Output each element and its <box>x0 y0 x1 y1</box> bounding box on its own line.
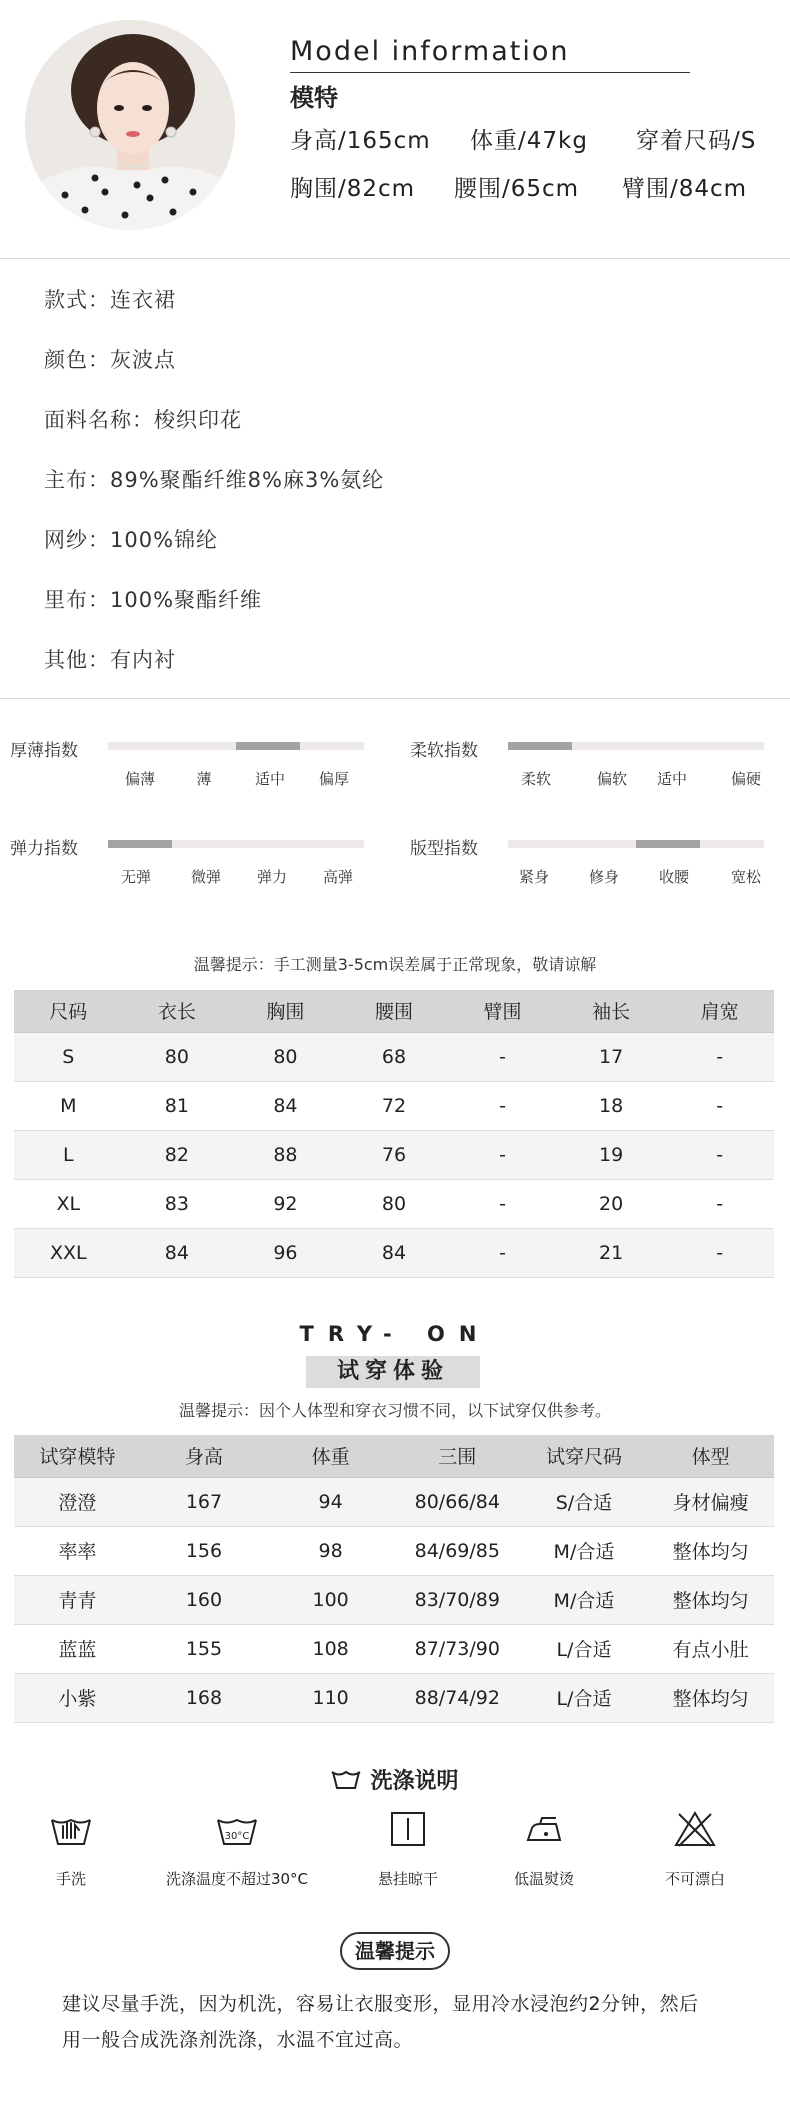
tryon-table <box>14 1435 774 1723</box>
table-cell: S/合适 <box>521 1477 648 1526</box>
table-cell: 18 <box>557 1081 666 1130</box>
table-row <box>14 1081 774 1130</box>
table-cell: 率率 <box>14 1526 141 1575</box>
table-cell: 蓝蓝 <box>14 1624 141 1673</box>
table-cell: - <box>448 1032 557 1081</box>
table-cell: L <box>14 1130 123 1179</box>
spec-lining: 里布：100%聚酯纤维 <box>44 588 263 612</box>
table-row <box>14 1228 774 1277</box>
model-label: 模特 <box>290 84 338 112</box>
table-cell: 青青 <box>14 1575 141 1624</box>
wash-care-header <box>0 1764 790 1795</box>
table-cell: 155 <box>141 1624 268 1673</box>
softness-label: 偏硬 <box>730 770 762 788</box>
table-row <box>14 1130 774 1179</box>
low-iron-icon <box>522 1810 566 1848</box>
spec-other: 其他：有内衬 <box>44 648 176 672</box>
table-cell: 80 <box>123 1032 232 1081</box>
elasticity-index-bar <box>108 840 364 848</box>
column-header: 衣长 <box>123 990 232 1032</box>
table-cell: 84 <box>123 1228 232 1277</box>
model-weight: 体重/47kg <box>470 128 588 154</box>
wash-label: 手洗 <box>55 1870 86 1888</box>
section-divider <box>0 258 790 259</box>
size-note: 温馨提示：手工测量3-5cm误差属于正常现象，敬请谅解 <box>193 955 597 974</box>
wash-label: 洗涤温度不超过30°C <box>165 1870 309 1888</box>
fit-label: 修身 <box>588 868 620 886</box>
thickness-index-bar <box>108 742 364 750</box>
thickness-label: 薄 <box>196 770 212 788</box>
column-header: 身高 <box>141 1435 268 1477</box>
model-info-title: Model information <box>290 36 570 67</box>
elasticity-label: 高弹 <box>322 868 354 886</box>
thickness-label: 适中 <box>254 770 286 788</box>
model-size: 穿着尺码/S <box>636 128 757 154</box>
spec-style: 款式：连衣裙 <box>44 288 176 312</box>
column-header: 体重 <box>267 1435 394 1477</box>
table-row <box>14 1575 774 1624</box>
table-cell: 100 <box>267 1575 394 1624</box>
table-cell: 整体均匀 <box>647 1673 774 1722</box>
table-row <box>14 1179 774 1228</box>
table-cell: - <box>448 1130 557 1179</box>
column-header: 尺码 <box>14 990 123 1032</box>
table-cell: 84 <box>340 1228 449 1277</box>
elasticity-index-title: 弹力指数 <box>10 839 78 859</box>
table-cell: - <box>665 1179 774 1228</box>
table-cell: 87/73/90 <box>394 1624 521 1673</box>
table-cell: 80/66/84 <box>394 1477 521 1526</box>
table-cell: 76 <box>340 1130 449 1179</box>
tryon-table-header <box>14 1435 774 1477</box>
table-cell: 80 <box>340 1179 449 1228</box>
table-cell: - <box>665 1130 774 1179</box>
tryon-note: 温馨提示：因个人体型和穿衣习惯不同，以下试穿仅供参考。 <box>178 1401 611 1420</box>
wash-care-title: 洗涤说明 <box>370 1769 459 1794</box>
size-table-header <box>14 990 774 1032</box>
wash-30-icon <box>215 1810 259 1848</box>
hang-dry-icon <box>389 1810 427 1848</box>
wash-item-wash-30 <box>157 1810 317 1889</box>
elasticity-label: 无弹 <box>120 868 152 886</box>
model-height: 身高/165cm <box>290 128 431 154</box>
table-row <box>14 1673 774 1722</box>
table-cell: 110 <box>267 1673 394 1722</box>
table-cell: 整体均匀 <box>647 1575 774 1624</box>
table-cell: M/合适 <box>521 1526 648 1575</box>
elasticity-label: 微弹 <box>190 868 222 886</box>
thickness-label: 偏薄 <box>124 770 156 788</box>
softness-label: 柔软 <box>520 770 552 788</box>
tryon-title-cn: 试穿体验 <box>306 1356 480 1388</box>
wash-label: 低温熨烫 <box>513 1870 574 1888</box>
fit-label: 收腰 <box>658 868 690 886</box>
table-cell: 88 <box>231 1130 340 1179</box>
softness-label: 偏软 <box>596 770 628 788</box>
table-cell: 98 <box>267 1526 394 1575</box>
table-cell: XL <box>14 1179 123 1228</box>
table-cell: 83/70/89 <box>394 1575 521 1624</box>
softness-label: 适中 <box>656 770 688 788</box>
wash-item-low-iron <box>464 1810 624 1889</box>
tip-body <box>62 1986 742 2058</box>
table-cell: 68 <box>340 1032 449 1081</box>
wash-label: 不可漂白 <box>664 1870 725 1888</box>
wash-item-hand-wash <box>0 1810 151 1889</box>
column-header: 试穿尺码 <box>521 1435 648 1477</box>
wash-temperature-text: 30°C <box>224 1831 250 1842</box>
table-cell: 84/69/85 <box>394 1526 521 1575</box>
model-info-section <box>0 0 790 258</box>
table-cell: 72 <box>340 1081 449 1130</box>
table-row <box>14 1624 774 1673</box>
thickness-index-title: 厚薄指数 <box>10 741 78 761</box>
fit-index-bar <box>508 840 764 848</box>
fit-index-title: 版型指数 <box>410 839 478 859</box>
table-row <box>14 1526 774 1575</box>
table-cell: 167 <box>141 1477 268 1526</box>
table-cell: L/合适 <box>521 1673 648 1722</box>
table-cell: 96 <box>231 1228 340 1277</box>
column-header: 臂围 <box>448 990 557 1032</box>
no-bleach-icon <box>673 1810 717 1848</box>
table-cell: 整体均匀 <box>647 1526 774 1575</box>
table-cell: - <box>448 1228 557 1277</box>
table-cell: 108 <box>267 1624 394 1673</box>
elasticity-label: 弹力 <box>256 868 288 886</box>
table-cell: 21 <box>557 1228 666 1277</box>
column-header: 腰围 <box>340 990 449 1032</box>
model-hip: 臂围/84cm <box>622 176 748 202</box>
tryon-title-en: TRY- ON <box>299 1322 491 1346</box>
table-cell: M/合适 <box>521 1575 648 1624</box>
table-cell: 有点小肚 <box>647 1624 774 1673</box>
table-cell: XXL <box>14 1228 123 1277</box>
hand-wash-icon <box>49 1810 93 1848</box>
spec-color: 颜色：灰波点 <box>44 348 176 372</box>
column-header: 胸围 <box>231 990 340 1032</box>
column-header: 袖长 <box>557 990 666 1032</box>
section-divider <box>0 698 790 699</box>
title-divider <box>290 72 690 73</box>
table-cell: 80 <box>231 1032 340 1081</box>
table-cell: 82 <box>123 1130 232 1179</box>
table-cell: 83 <box>123 1179 232 1228</box>
table-cell: - <box>448 1081 557 1130</box>
table-cell: 小紫 <box>14 1673 141 1722</box>
table-cell: - <box>665 1032 774 1081</box>
fit-index-marker <box>636 840 700 848</box>
model-avatar <box>25 20 235 230</box>
table-cell: 88/74/92 <box>394 1673 521 1722</box>
column-header: 体型 <box>647 1435 774 1477</box>
spec-fabric-name: 面料名称：梭织印花 <box>44 408 242 432</box>
table-cell: 92 <box>231 1179 340 1228</box>
table-cell: - <box>448 1179 557 1228</box>
spec-main-fabric: 主布：89%聚酯纤维8%麻3%氨纶 <box>44 468 385 492</box>
table-cell: 84 <box>231 1081 340 1130</box>
column-header: 三围 <box>394 1435 521 1477</box>
thickness-label: 偏厚 <box>318 770 350 788</box>
elasticity-index-marker <box>108 840 172 848</box>
table-cell: 168 <box>141 1673 268 1722</box>
wash-item-no-bleach <box>615 1810 775 1889</box>
table-cell: 156 <box>141 1526 268 1575</box>
softness-index-marker <box>508 742 572 750</box>
table-cell: 160 <box>141 1575 268 1624</box>
softness-index-bar <box>508 742 764 750</box>
model-waist: 腰围/65cm <box>454 176 580 202</box>
softness-index-title: 柔软指数 <box>410 741 478 761</box>
tip-title-badge: 温馨提示 <box>340 1932 450 1970</box>
tip-line: 建议尽量手洗，因为机洗，容易让衣服变形，显用冷水浸泡约2分钟，然后 <box>62 1993 699 2015</box>
model-bust: 胸围/82cm <box>290 176 416 202</box>
column-header: 肩宽 <box>665 990 774 1032</box>
thickness-index-marker <box>236 742 300 750</box>
wash-label: 悬挂晾干 <box>377 1870 438 1888</box>
column-header: 试穿模特 <box>14 1435 141 1477</box>
table-cell: M <box>14 1081 123 1130</box>
table-cell: 94 <box>267 1477 394 1526</box>
fit-label: 宽松 <box>730 868 762 886</box>
table-cell: 19 <box>557 1130 666 1179</box>
table-row <box>14 1477 774 1526</box>
wash-basin-icon <box>331 1768 361 1792</box>
fit-label: 紧身 <box>518 868 550 886</box>
table-cell: 20 <box>557 1179 666 1228</box>
table-cell: 81 <box>123 1081 232 1130</box>
table-cell: - <box>665 1228 774 1277</box>
table-cell: 身材偏瘦 <box>647 1477 774 1526</box>
table-cell: S <box>14 1032 123 1081</box>
table-row <box>14 1032 774 1081</box>
model-portrait-image <box>25 20 235 230</box>
table-cell: L/合适 <box>521 1624 648 1673</box>
tip-line: 用一般合成洗涤剂洗涤，水温不宜过高。 <box>62 2029 414 2051</box>
table-cell: 17 <box>557 1032 666 1081</box>
table-cell: 澄澄 <box>14 1477 141 1526</box>
table-cell: - <box>665 1081 774 1130</box>
spec-mesh: 网纱：100%锦纶 <box>44 528 219 552</box>
size-table <box>14 990 774 1278</box>
